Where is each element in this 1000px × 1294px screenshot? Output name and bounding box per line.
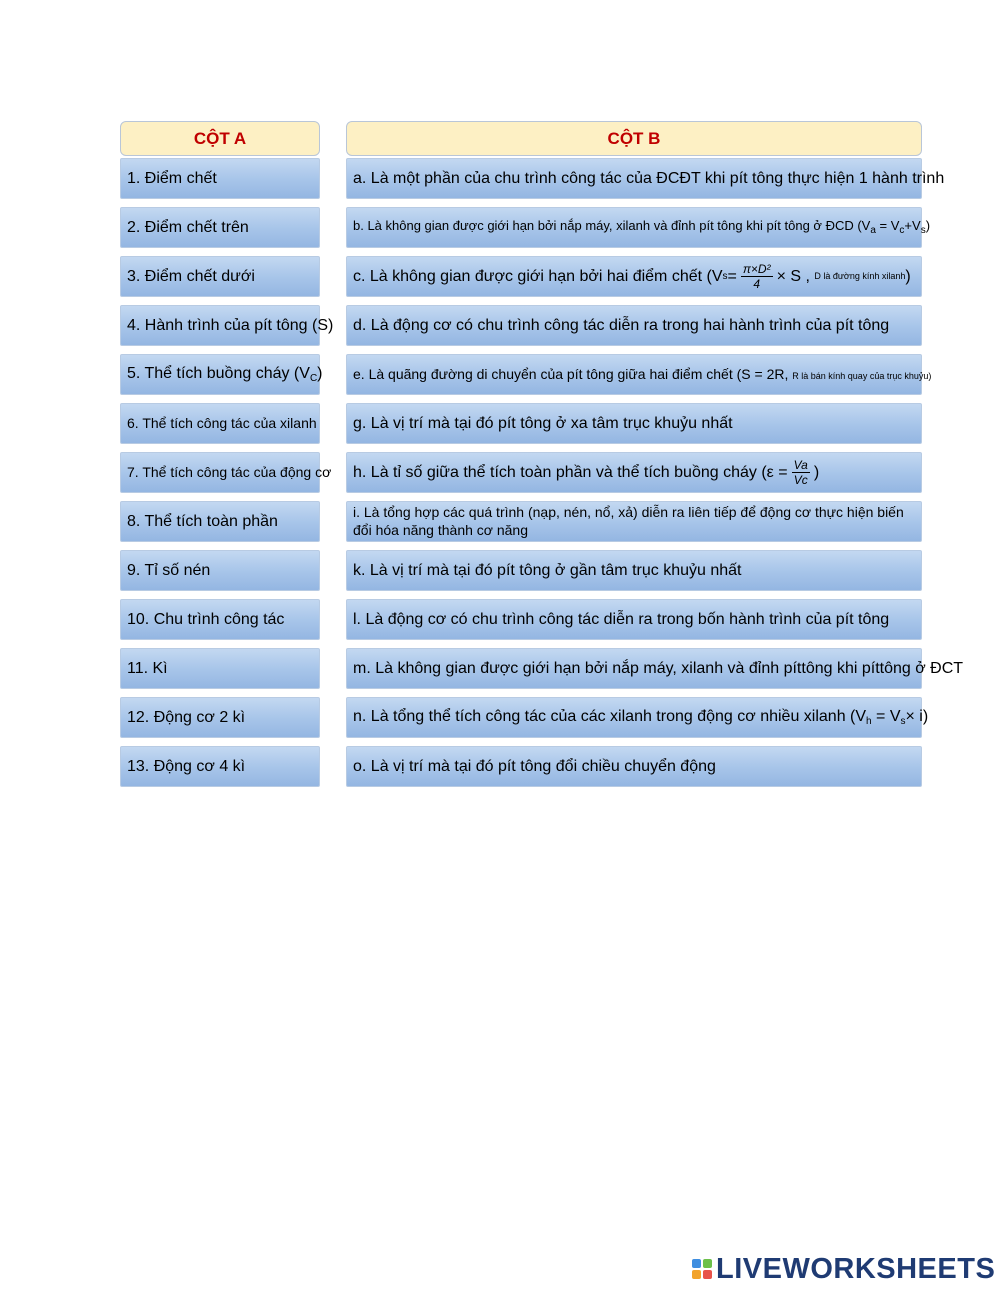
column-b-item-n[interactable] [346,697,929,738]
item-label: m. Là không gian được giới hạn bởi nắp máy, xilanh và đỉnh píttông khi píttông ở ĐCT [353,659,964,677]
item-label: 10. Chu trình công tác [127,610,285,628]
column-b-item-l[interactable] [346,599,922,640]
column-a-item-2[interactable] [120,207,320,248]
column-b-item-d[interactable] [346,305,922,346]
logo-text: LIVEWORKSHEETS [716,1252,996,1285]
item-label: 2. Điểm chết trên [127,218,249,236]
column-a-item-6[interactable] [120,403,320,444]
column-a-item-8[interactable] [120,501,320,542]
item-label: h. Là tỉ số giữa thể tích toàn phần và thể tích buồng cháy (ε = $\frac{Va}{Vc}$ ) [353,458,820,487]
item-label: a. Là một phần của chu trình công tác của ĐCĐT khi pít tông thực hiện 1 hành trình [353,169,945,187]
volume-formula-fraction: $\frac{\text{π×D²}}{4}$ [742,262,771,291]
item-label: 3. Điểm chết dưới [127,267,255,285]
column-b-item-k[interactable] [346,550,922,591]
column-a-item-4[interactable] [120,305,334,346]
column-b-item-m[interactable] [346,648,964,689]
item-label: c. Là không gian được giới hạn bởi hai điểm chết (V s = $\frac{\text{π×D²}}{4}$ × S , D là đường kính xilanh ) [353,262,911,291]
column-b-header: CỘT B [346,121,922,156]
liveworksheets-logo [692,1253,995,1285]
column-b-item-a[interactable] [346,158,945,199]
item-label: 1. Điểm chết [127,169,217,187]
column-a-header: CỘT A [120,121,320,156]
item-label: 6. Thể tích công tác của xilanh [127,414,317,431]
item-label: b. Là không gian được giới hạn bởi nắp máy, xilanh và đỉnh pít tông khi pít tông ở ĐCD $(V_a = V_c+V_s)$ [353,218,931,236]
column-b-item-c[interactable] [346,256,922,297]
column-b-item-e[interactable] [346,354,932,395]
item-label: o. Là vị trí mà tại đó pít tông đổi chiều chuyển động [353,757,716,775]
column-a-item-1[interactable] [120,158,320,199]
item-label: e. Là quãng đường di chuyển của pít tông giữa hai điểm chết (S = 2R, R là bán kính quay của trục khuỷu) [353,365,932,382]
item-label: 12. Động cơ 2 kì [127,708,246,726]
column-a-item-5[interactable] [120,354,323,395]
item-label: 7. Thể tích công tác của động cơ [127,463,332,480]
item-label: n. Là tổng thể tích công tác của các xilanh trong động cơ nhiều xilanh $(V_h = V_s\times i)$ [353,708,929,727]
item-label: k. Là vị trí mà tại đó pít tông ở gần tâm trục khuỷu nhất [353,561,742,579]
item-label: 11. Kì [127,659,168,677]
item-label: 4. Hành trình của pít tông (S) [127,316,334,334]
item-label: l. Là động cơ có chu trình công tác diễn ra trong bốn hành trình của pít tông [353,610,890,628]
item-label: d. Là động cơ có chu trình công tác diễn ra trong hai hành trình của pít tông [353,316,890,334]
item-label: 8. Thể tích toàn phần [127,512,278,530]
column-a-item-3[interactable] [120,256,320,297]
column-a-item-10[interactable] [120,599,320,640]
item-label: 9. Tỉ số nén [127,561,211,579]
item-label: i. Là tổng hợp các quá trình (nạp, nén, nổ, xả) diễn ra liên tiếp để động cơ thực hiện biến đổi hóa năng thành cơ năng [353,504,904,538]
compression-ratio-fraction: $\frac{Va}{Vc}$ [793,458,808,487]
column-b-item-b[interactable] [346,207,931,248]
column-a-item-13[interactable] [120,746,320,787]
column-a-item-7[interactable] [120,452,332,493]
column-b-item-o[interactable] [346,746,922,787]
column-b-item-h[interactable] [346,452,922,493]
column-a-item-11[interactable] [120,648,320,689]
column-b-item-i[interactable] [346,501,922,542]
column-a-item-12[interactable] [120,697,320,738]
logo-mark-icon [692,1259,712,1279]
item-label: g. Là vị trí mà tại đó pít tông ở xa tâm trục khuỷu nhất [353,414,733,432]
column-a-item-9[interactable] [120,550,320,591]
item-label: 5. Thể tích buồng cháy $(V_C)$ [127,365,323,384]
item-label: 13. Động cơ 4 kì [127,757,246,775]
column-b-item-g[interactable] [346,403,922,444]
